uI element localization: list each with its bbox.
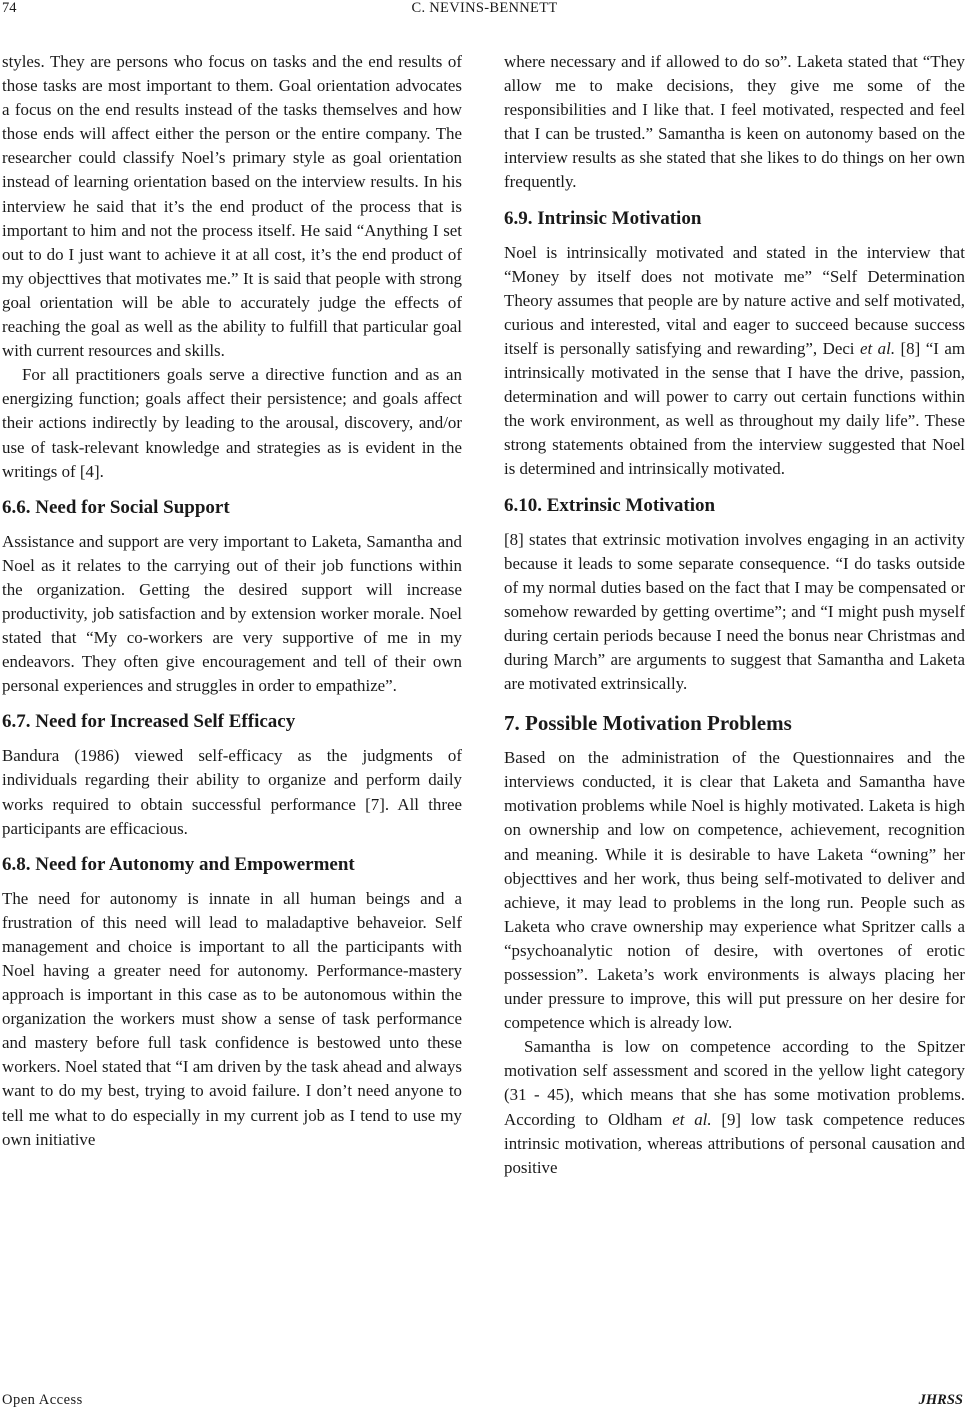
paragraph-text: [8] “I am intrinsically motivated in the sense that I have the drive, passion, determination and will power to carry out certain functions within the work environment, as well as throughout my daily life”. These strong statements obtained from the interview suggested that Noel is determined and intrinsically motivated. — [504, 338, 965, 479]
paragraph: For all practitioners goals serve a directive function and as an energizing function; goals affect their persistence; and goals affect their actions indirectly by leading to the arousal, discovery, and/or use of task-relevant knowledge and strategies as is evident in the writings of [4]. — [2, 365, 462, 481]
page-footer — [0, 1392, 969, 1412]
section-heading-major: 7. Possible Motivation Problems — [504, 711, 792, 736]
paragraph — [504, 1035, 965, 1180]
page-header — [0, 0, 969, 26]
section-heading: 6.9. Intrinsic Motivation — [504, 207, 702, 229]
paragraph — [504, 241, 965, 482]
et-al-italic: et al. — [672, 1109, 712, 1129]
footer-journal-abbrev: JHRSS — [918, 1392, 963, 1408]
section-heading: 6.10. Extrinsic Motivation — [504, 494, 716, 516]
paragraph-text: Noel is intrinsically motivated and stated in the interview that “Money by itself does not motivate me” “Self Determination Theory assumes that people are by nature active and self motivated, curious and interested, vital and eager to succeed because success itself is personally satisfying and rewarding”, Deci — [504, 242, 965, 358]
section-heading: 6.7. Need for Increased Self Efficacy — [2, 711, 296, 733]
et-al-italic: et al. — [860, 338, 896, 358]
paragraph-text: [9] low task competence reduces intrinsic motivation, whereas attributions of personal causation and positive — [504, 1109, 965, 1177]
footer-open-access: Open Access — [2, 1392, 83, 1408]
paragraph: styles. They are persons who focus on tasks and the end results of those tasks are most important to them. Goal orientation advocates a focus on the end results instead of the tasks themselves and how those ends will affect either the person or the entire company. The researcher could classify Noel’s primary style as goal orientation instead of learning orientation based on the interview results. In his interview he said that it’s the end product of the process that is important to him and not the process itself. He said “Anything I set out to do I just want to achieve it at all cost, it’s the end product of my objecttives that motivates me.” It is said that people with strong goal orientation will be able to accurately judge the effects of reaching the goal as well as the ability to fulfill that particular goal with current resources and skills. — [2, 52, 462, 361]
paragraph: The need for autonomy is innate in all human beings and a frustration of this need will lead to maladaptive behaveior. Self management and choice is important to all the participants with Noel having a greater need for autonomy. Performance-mastery approach is important in this case as to be autonomous within the organization the workers must show a sense of task performance and mastery before full task confidence is bestowed unto these workers. Noel stated that “I am driven by the task ahead and always want to do my best, trying to avoid failure. I don’t need anyone to tell me what to do especially in my current job as I tend to use my own initiative — [2, 888, 462, 1149]
page-number: 74 — [2, 0, 17, 16]
paragraph: Based on the administration of the Questionnaires and the interviews conducted, it is clear that Laketa and Samantha have motivation problems while Noel is highly motivated. Laketa is high on ownership and low on competence, achievement, recognition and meaning. While it is desirable to have Laketa “owning” her objecttives and her work, thus being self-motivated to deliver and achieve, it may lead to problems in the long run. People such as Laketa who crave ownership may experience what Spritzer calls a “psychoanalytic notion of desire, with overtones of erotic possession”. Laketa’s work environments is always placing her under pressure to improve, this will put pressure on her desire for competence which is already low. — [504, 748, 965, 1033]
paragraph: [8] states that extrinsic motivation involves engaging in an activity because it leads to some separate consequence. “I do tasks outside of my normal duties based on the fact that I may be compensated or somehow rewarded by getting overtime”; and “I might push myself during certain periods because I need the bonus near Christmas and during March” are arguments to suggest that Samantha and Laketa are motivated extrinsically. — [504, 529, 965, 694]
paragraph-text: Samantha is low on competence according to the Spitzer motivation self assessment and scored in the yellow light category (31 - 45), which means that she has some motivation problems. According to Oldham — [504, 1037, 965, 1129]
section-heading: 6.8. Need for Autonomy and Empowerment — [2, 853, 355, 875]
paragraph: Bandura (1986) viewed self-efficacy as the judgments of individuals regarding their ability to organize and perform daily works required to obtain successful performance [7]. All three participants are efficacious. — [2, 746, 462, 838]
paragraph: Assistance and support are very important to Laketa, Samantha and Noel as it relates to the carrying out of their job functions within the organization. Getting the desired support will increase productivity, job satisfaction and by extension worker morale. Noel stated that “My co-workers are very supportive of me in my endeavors. They often give encouragement and tell of their own personal experiences and struggles in order to empathize”. — [2, 531, 462, 696]
section-heading: 6.6. Need for Social Support — [2, 496, 230, 518]
right-column — [504, 50, 965, 1180]
paragraph: where necessary and if allowed to do so”. Laketa stated that “They allow me to make decisions, they give me some of the responsibilities and I like that. I feel motivated, respected and feel that I can be trusted.” Samantha is keen on autonomy based on the interview results as she stated that she likes to do things on her own frequently. — [504, 52, 965, 192]
left-column — [2, 50, 462, 1152]
running-head-author: C. NEVINS-BENNETT — [411, 0, 558, 16]
